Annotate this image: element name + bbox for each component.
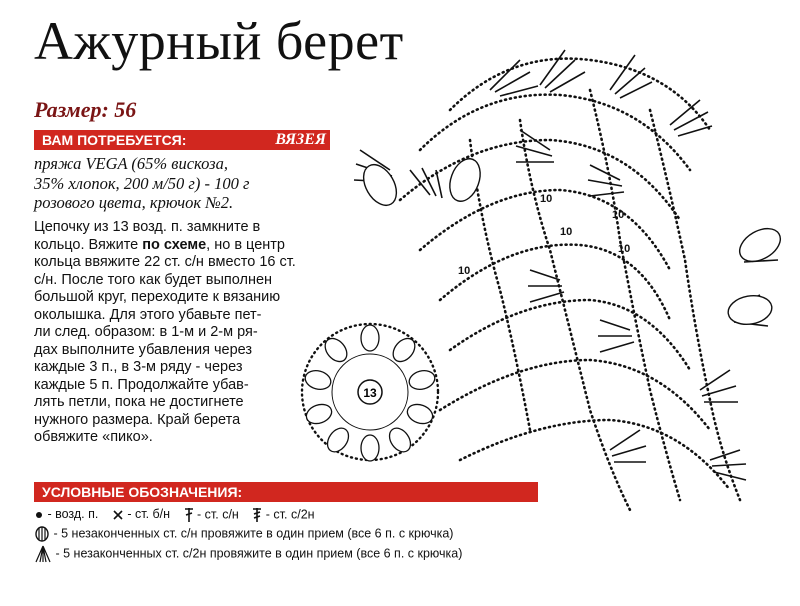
legend-row (34, 545, 462, 563)
instr-line: нужного размера. Край берета (34, 411, 241, 428)
instr-line: кольцо. Вяжите по схеме, но в центр (34, 236, 285, 253)
single-crochet-icon (112, 509, 124, 521)
cluster-dc-icon (34, 526, 50, 542)
materials-header-label: ВАМ ПОТРЕБУЕТСЯ: (42, 132, 187, 148)
instr-line: большой круг, переходите к вязанию (34, 289, 281, 305)
instr-line: с/н. После того как будет выполнен (34, 271, 273, 288)
double-crochet-icon (184, 507, 194, 523)
instr-line: околышка. Для этого убавьте пет- (34, 306, 262, 323)
yarn-line: 35% хлопок, 200 м/50 г) - 100 г (34, 173, 250, 193)
brand-label: ВЯЗЕЯ (275, 131, 326, 148)
center-label: 13 (363, 386, 377, 400)
instr-line: дах выполните убавления через (34, 341, 253, 358)
instr-line: ли след. образом: в 1-м и 2-м ря- (34, 324, 258, 340)
legend-cluster-dc: - 5 незаконченных ст. с/н провяжите в один прием (все 6 п. с крючка) (53, 526, 454, 541)
instructions (34, 219, 334, 447)
legend-tr: - ст. с/2н (265, 507, 315, 522)
arc-labels (458, 193, 630, 277)
chain-arcs (400, 59, 740, 510)
arc-label: 10 (560, 226, 573, 238)
yarn-description (34, 154, 334, 213)
cluster-tr-icon (34, 545, 52, 563)
instr-line: кольца ввяжите 22 ст. с/н вместо 16 ст. (34, 254, 296, 270)
yarn-line: пряжа VEGA (65% вискоза, (34, 154, 228, 173)
fan-clusters (357, 155, 786, 328)
arc-label: 10 (612, 209, 625, 221)
instr-line: каждые 5 п. Продолжайте убав- (34, 376, 249, 393)
legend-header-label: УСЛОВНЫЕ ОБОЗНАЧЕНИЯ: (42, 484, 243, 500)
yarn-line: розового цвета, крючок №2. (34, 193, 234, 212)
chain-stitch-icon (34, 510, 44, 520)
instr-bold: по схеме (142, 236, 207, 253)
crochet-diagram (290, 30, 790, 530)
instr-line: Цепочку из 13 возд. п. замкните в (34, 219, 261, 235)
size-label: Размер: 56 (34, 97, 137, 122)
legend-cluster-tr: - 5 незаконченных ст. с/2н провяжите в один прием (все 6 п. с крючка) (55, 546, 463, 561)
page-title: Ажурный берет (34, 11, 404, 71)
treble-crochet-icon (252, 507, 262, 523)
center-motif (302, 324, 438, 461)
legend-dc: - ст. с/н (197, 507, 239, 522)
arc-label: 10 (540, 193, 553, 205)
arc-label: 10 (458, 265, 471, 277)
legend-sc: - ст. б/н (127, 507, 171, 522)
legend-chain: - возд. п. (47, 507, 99, 522)
instr-line: обвяжите «пико». (34, 429, 153, 445)
arc-label: 10 (618, 243, 631, 255)
instr-line: каждые 3 п., в 3-м ряду - через (34, 359, 243, 375)
instr-line: лять петли, пока не достигнете (34, 394, 244, 410)
legend-row (34, 507, 325, 523)
